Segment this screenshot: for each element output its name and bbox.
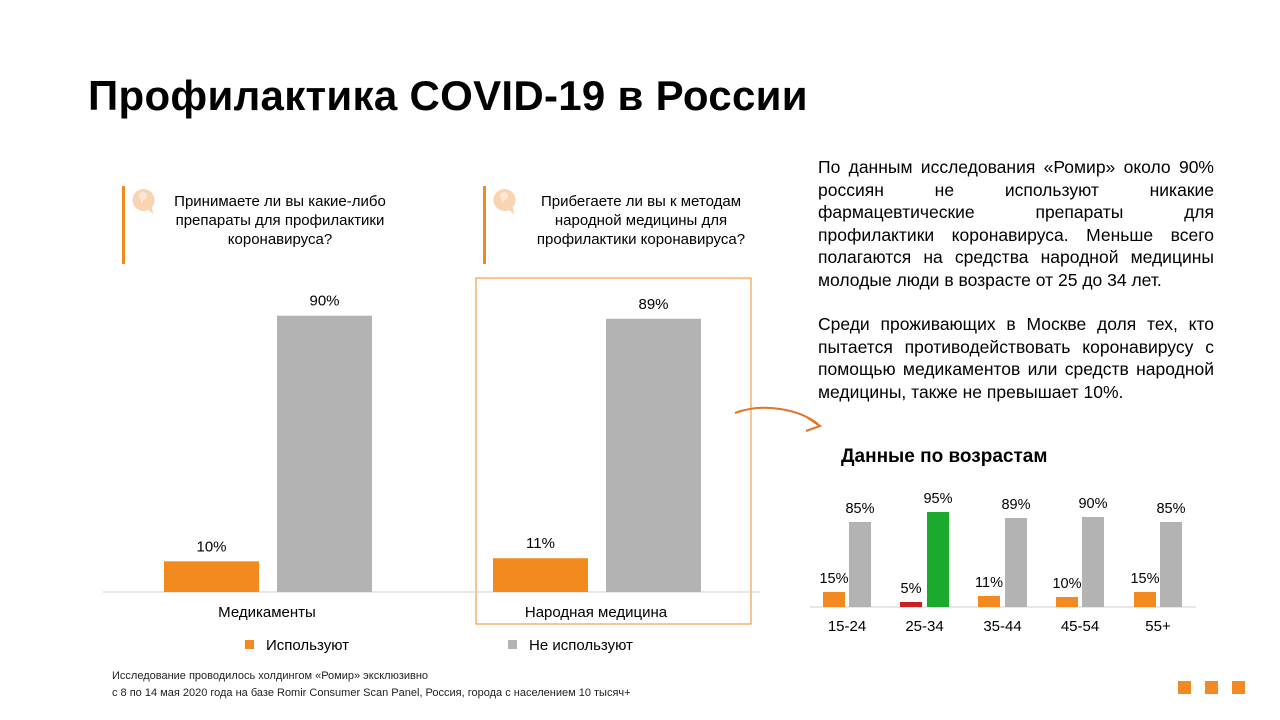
page-title: Профилактика COVID-19 в России bbox=[88, 72, 808, 119]
category-label: 55+ bbox=[1145, 618, 1171, 635]
decor-square bbox=[1178, 681, 1191, 694]
decor-square bbox=[1232, 681, 1245, 694]
category-label: 15-24 bbox=[827, 618, 867, 635]
data-label: 15% bbox=[1130, 571, 1160, 587]
legend-item-use bbox=[245, 637, 349, 654]
category-label: 45-54 bbox=[1060, 618, 1100, 635]
footnote-line: Исследование проводилось холдингом «Ромир» эксклюзивно bbox=[112, 670, 429, 682]
data-label: 11% bbox=[526, 535, 555, 553]
data-label: 10% bbox=[196, 538, 227, 556]
data-label: 89% bbox=[1001, 497, 1031, 513]
question-text: Принимаете ли вы какие-либо препараты для профилактики коронавируса? bbox=[174, 193, 386, 248]
summary-paragraph-1: По данным исследования «Ромир» около 90% россиян не используют никакие фармацевтические препараты для профилактики коронавируса. Меньше всего полагаются на средства народной медицины молодые люди в возрасте от 25 до 34 лет. bbox=[818, 157, 1214, 290]
question-text: Прибегаете ли вы к методам народной медицины для профилактики коронавируса? bbox=[536, 193, 746, 248]
data-label: 89% bbox=[638, 295, 669, 313]
data-label: 85% bbox=[1156, 501, 1186, 517]
legend-swatch-orange bbox=[245, 640, 254, 649]
data-label: 10% bbox=[1052, 576, 1082, 592]
age-chart-title: Данные по возрастам bbox=[841, 446, 1048, 467]
data-label: 15% bbox=[819, 571, 849, 587]
data-label: 5% bbox=[900, 581, 922, 597]
data-label: 90% bbox=[309, 292, 340, 310]
legend-swatch-gray bbox=[508, 640, 517, 649]
data-label: 85% bbox=[845, 501, 875, 517]
footnote-line: с 8 по 14 мая 2020 года на базе Romir Consumer Scan Panel, Россия, города с населением 10 тысяч+ bbox=[112, 687, 631, 699]
legend-item-not-use bbox=[508, 637, 633, 654]
data-label: 95% bbox=[923, 491, 953, 507]
category-label: Медикаменты bbox=[218, 604, 316, 621]
category-label: Народная медицина bbox=[524, 604, 668, 621]
summary-paragraph-2: Среди проживающих в Москве доля тех, кто пытается противодействовать коронавирусу с помощью медикаментов или средств народной медицины, также не превышает 10%. bbox=[818, 314, 1214, 402]
category-label: 35-44 bbox=[983, 618, 1022, 635]
legend-label: Не используют bbox=[529, 637, 633, 654]
legend-label: Используют bbox=[266, 637, 349, 654]
data-label: 90% bbox=[1078, 496, 1108, 512]
category-label: 25-34 bbox=[905, 618, 944, 635]
data-label: 11% bbox=[975, 575, 1003, 591]
decor-square bbox=[1205, 681, 1218, 694]
footnote bbox=[112, 668, 631, 702]
